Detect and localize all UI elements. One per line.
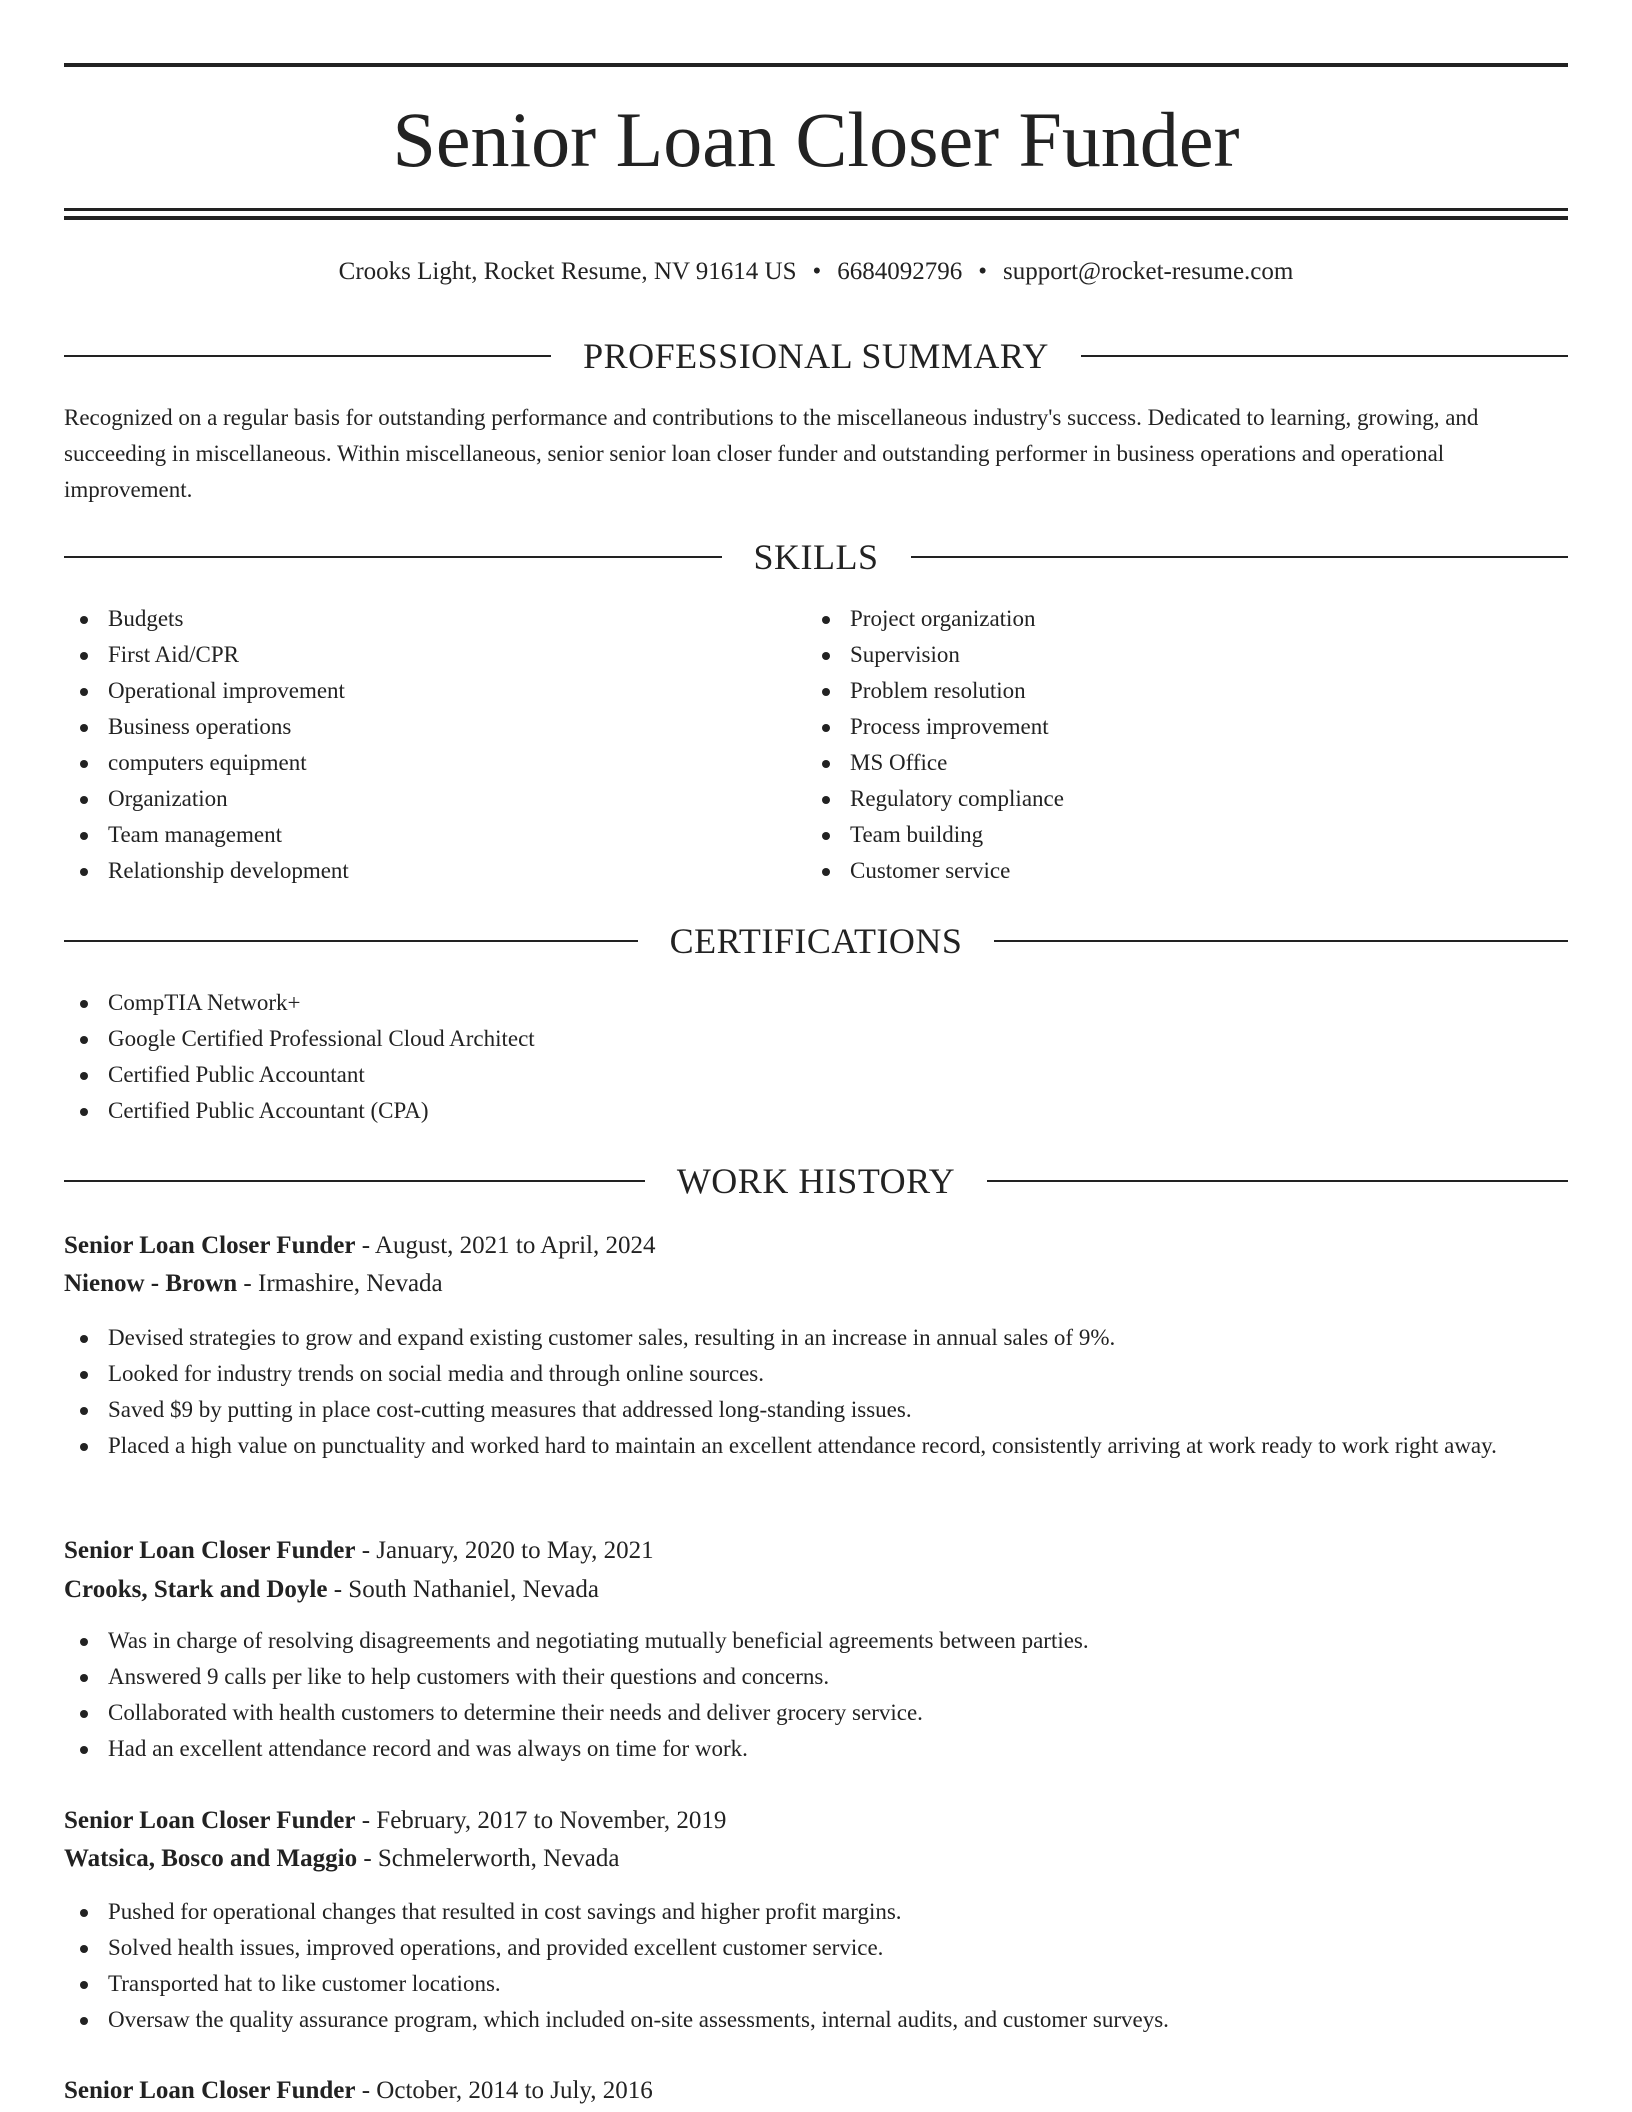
job-duties-list — [64, 1894, 1568, 2038]
section-heading-certifications — [64, 919, 1568, 963]
job-duty-item: Devised strategies to grow and expand existing customer sales, resulting in an increase in annual sales of 9%. — [64, 1320, 1568, 1356]
section-title: CERTIFICATIONS — [669, 921, 963, 961]
job-duty-item: Transported hat to like customer locations. — [64, 1966, 1568, 2002]
skill-item: computers equipment — [64, 745, 764, 781]
job-dash: - — [355, 1807, 377, 1834]
summary-text: Recognized on a regular basis for outstanding performance and contributions to the miscellaneous industry's success. Dedicated to learning, growing, and succeeding in miscellaneous. Within miscellaneous, senior senior loan closer funder and outstanding performer in business operations and operational improvement. — [64, 405, 1479, 502]
job-duty-item: Solved health issues, improved operations, and provided excellent customer service. — [64, 1930, 1568, 1966]
heading-rule-left — [64, 556, 722, 558]
skill-item: Supervision — [806, 637, 1506, 673]
job-duties-list — [64, 1320, 1568, 1464]
header-top-rule — [64, 63, 1568, 67]
job-dash: - — [357, 1845, 378, 1872]
section-title: SKILLS — [753, 537, 879, 577]
skill-item: Team building — [806, 817, 1506, 853]
job-title-line — [64, 1802, 1568, 1840]
skill-item: Regulatory compliance — [806, 781, 1506, 817]
job-title-line — [64, 1227, 1568, 1265]
job-duties-list — [64, 1623, 1568, 1767]
job-duty-item: Collaborated with health customers to determine their needs and deliver grocery service. — [64, 1695, 1568, 1731]
job-company: Nienow - Brown — [64, 1270, 238, 1297]
skills-list-right — [806, 601, 1506, 889]
certifications-list — [64, 985, 1568, 1129]
job-role: Senior Loan Closer Funder — [64, 1807, 356, 1834]
contact-separator: • — [812, 258, 822, 285]
job-dates: January, 2020 to May, 2021 — [376, 1537, 654, 1564]
skills-list-left — [64, 601, 764, 889]
job-dash: - — [355, 1232, 375, 1259]
job-duty-item: Answered 9 calls per like to help customers with their questions and concerns. — [64, 1659, 1568, 1695]
contact-separator: • — [978, 258, 988, 285]
heading-rule-right — [911, 556, 1569, 558]
section-heading-work-history — [64, 1159, 1568, 1203]
job-duty-item: Oversaw the quality assurance program, which included on-site assessments, internal audits, and customer surveys. — [64, 2002, 1568, 2038]
resume-name: Senior Loan Closer Funder — [392, 96, 1240, 183]
job-dash: - — [237, 1270, 258, 1297]
heading-rule-right — [987, 1180, 1568, 1182]
job-company-line — [64, 1265, 1568, 1303]
job-duty-item: Looked for industry trends on social media and through online sources. — [64, 1356, 1568, 1392]
job-duty-item: Was in charge of resolving disagreements and negotiating mutually beneficial agreements between parties. — [64, 1623, 1568, 1659]
certification-item: Certified Public Accountant — [64, 1057, 1568, 1093]
header-rule-upper — [64, 208, 1568, 211]
contact-line — [64, 256, 1568, 288]
skill-item: Customer service — [806, 853, 1506, 889]
heading-rule-right — [994, 940, 1568, 942]
job-title-line — [64, 1532, 1568, 1570]
header-rule-lower — [64, 216, 1568, 220]
job-company-line — [64, 1840, 1568, 1878]
job-duty-item: Placed a high value on punctuality and worked hard to maintain an excellent attendance record, consistently arriving at work ready to work right away. — [64, 1428, 1568, 1464]
job-role: Senior Loan Closer Funder — [64, 2077, 356, 2104]
job-dates: February, 2017 to November, 2019 — [376, 1807, 727, 1834]
skill-item: Budgets — [64, 601, 764, 637]
job-location: Schmelerworth, Nevada — [377, 1845, 620, 1872]
job-role: Senior Loan Closer Funder — [64, 1537, 356, 1564]
heading-rule-left — [64, 940, 638, 942]
job-dash: - — [327, 1576, 349, 1603]
job-company-line — [64, 1571, 1568, 1609]
heading-rule-right — [1081, 355, 1568, 357]
skill-item: Business operations — [64, 709, 764, 745]
skill-item: Problem resolution — [806, 673, 1506, 709]
job-duty-item: Pushed for operational changes that resulted in cost savings and higher profit margins. — [64, 1894, 1568, 1930]
job-duty-item: Saved $9 by putting in place cost-cutting measures that addressed long-standing issues. — [64, 1392, 1568, 1428]
contact-address: Crooks Light, Rocket Resume, NV 91614 US — [338, 258, 797, 285]
job-title-line — [64, 2072, 1568, 2110]
job-dates: August, 2021 to April, 2024 — [374, 1232, 656, 1259]
skill-item: Operational improvement — [64, 673, 764, 709]
certification-item: Google Certified Professional Cloud Architect — [64, 1021, 1568, 1057]
contact-email[interactable]: support@rocket-resume.com — [1003, 258, 1294, 285]
skill-item: MS Office — [806, 745, 1506, 781]
skill-item: Team management — [64, 817, 764, 853]
skill-item: First Aid/CPR — [64, 637, 764, 673]
section-title: PROFESSIONAL SUMMARY — [583, 336, 1049, 376]
certification-item: Certified Public Accountant (CPA) — [64, 1093, 1568, 1129]
section-heading-summary — [64, 334, 1568, 378]
heading-rule-left — [64, 355, 551, 357]
job-location: South Nathaniel, Nevada — [348, 1576, 599, 1603]
skill-item: Process improvement — [806, 709, 1506, 745]
skill-item: Organization — [64, 781, 764, 817]
contact-phone: 6684092796 — [837, 258, 963, 285]
heading-rule-left — [64, 1180, 645, 1182]
skill-item: Project organization — [806, 601, 1506, 637]
section-title: WORK HISTORY — [676, 1161, 956, 1201]
skill-item: Relationship development — [64, 853, 764, 889]
job-dash: - — [355, 1537, 377, 1564]
job-dash: - — [355, 2077, 377, 2104]
job-role: Senior Loan Closer Funder — [64, 1232, 356, 1259]
job-dates: October, 2014 to July, 2016 — [376, 2077, 653, 2104]
job-duty-item: Had an excellent attendance record and was always on time for work. — [64, 1731, 1568, 1767]
job-location: Irmashire, Nevada — [258, 1270, 443, 1297]
resume-page — [64, 0, 1568, 2112]
certification-item: CompTIA Network+ — [64, 985, 1568, 1021]
job-company: Watsica, Bosco and Maggio — [64, 1845, 358, 1872]
section-heading-skills — [64, 535, 1568, 579]
job-company: Crooks, Stark and Doyle — [64, 1576, 328, 1603]
